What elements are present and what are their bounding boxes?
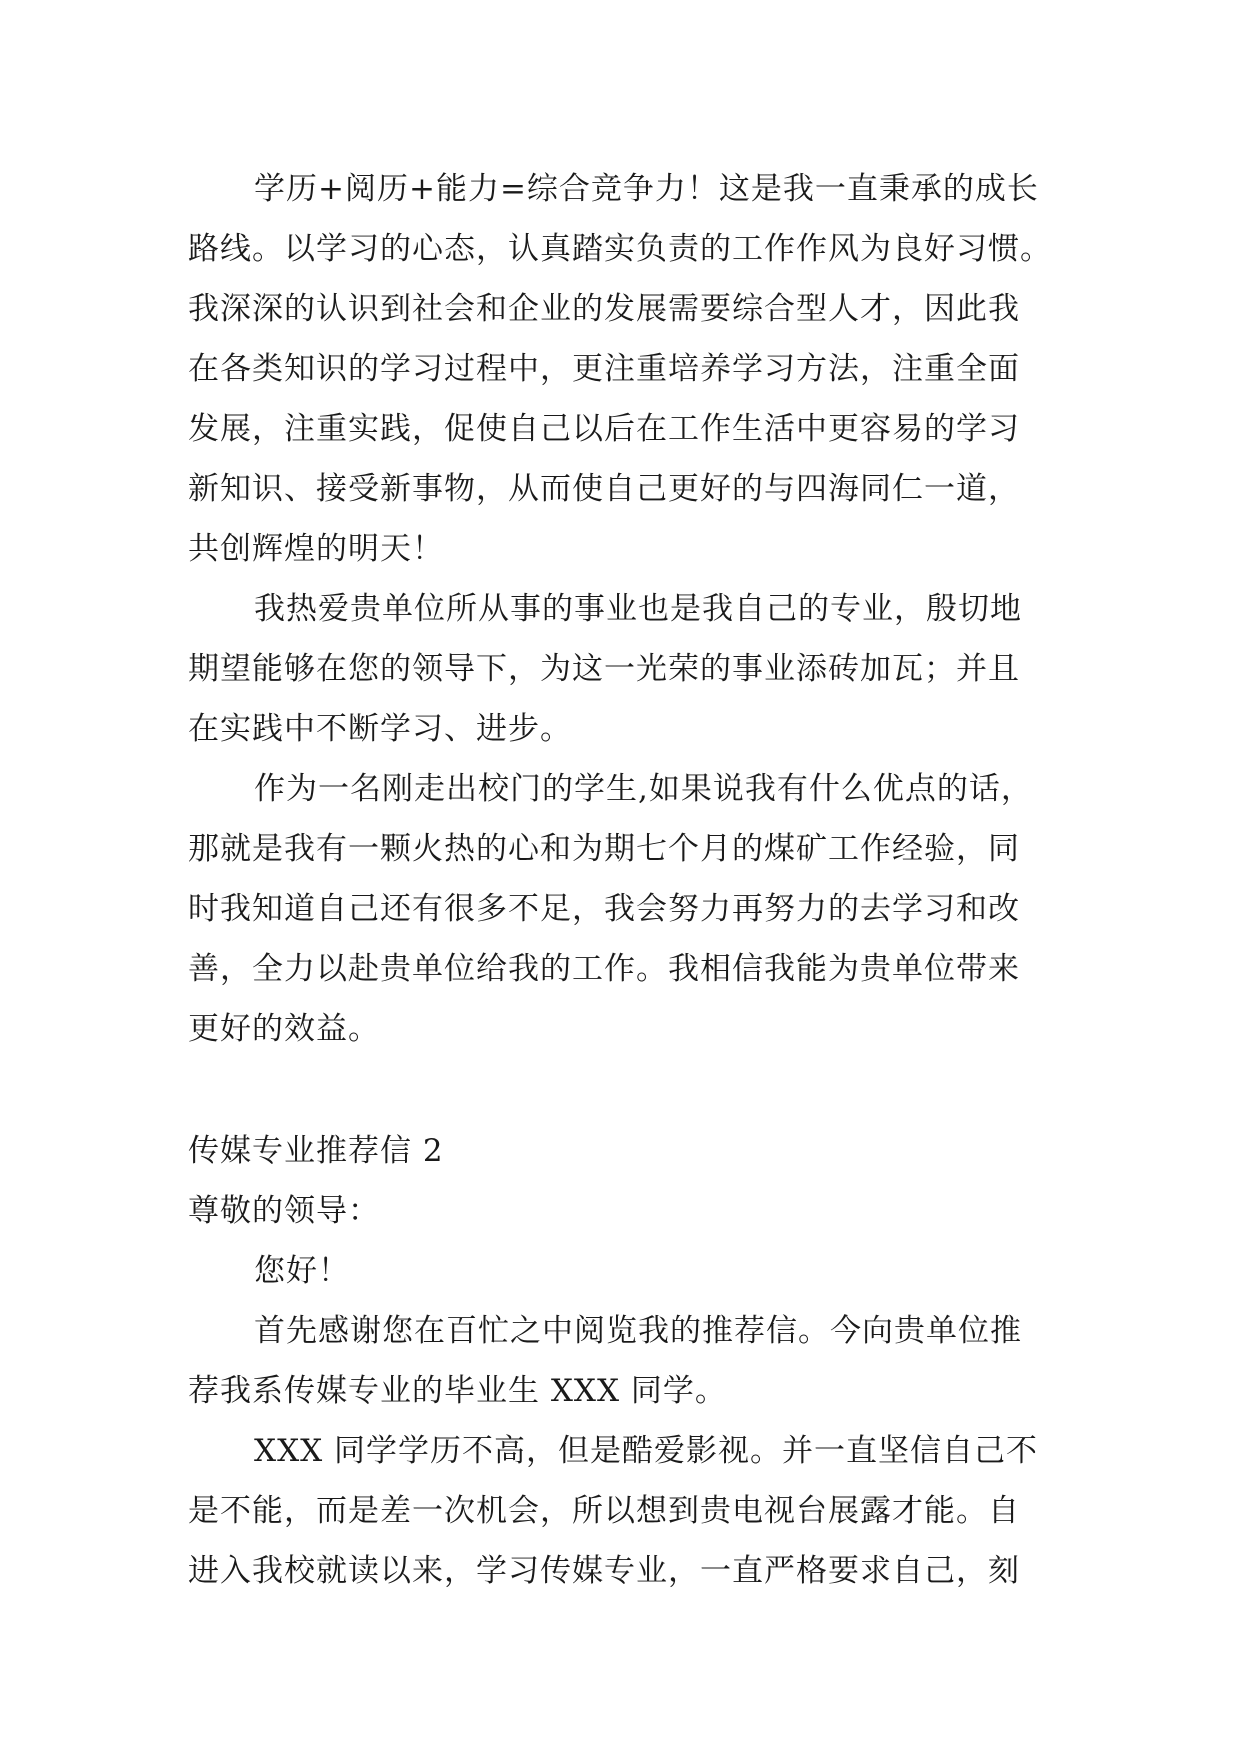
- document-body: [188, 159, 1052, 1601]
- text-line: 作为一名刚走出校门的学生,如果说我有什么优点的话，: [254, 771, 1033, 807]
- text-line: 那就是我有一颗火热的心和为期七个月的煤矿工作经验，同: [188, 831, 1020, 867]
- text-line: 新知识、接受新事物，从而使自己更好的与四海同仁一道，: [188, 471, 1020, 507]
- text-line: 发展，注重实践，促使自己以后在工作生活中更容易的学习: [188, 411, 1020, 447]
- text-line: 是不能，而是差一次机会，所以想到贵电视台展露才能。自: [188, 1493, 1020, 1529]
- section-spacer: [188, 1059, 1048, 1121]
- section-title: 传媒专业推荐信 2: [188, 1133, 444, 1169]
- text-line: 期望能够在您的领导下，为这一光荣的事业添砖加瓦；并且: [188, 651, 1020, 687]
- paragraph-career-passion: [188, 579, 1048, 759]
- paragraph-student-profile: [188, 1421, 1048, 1601]
- paragraph-introduction: [188, 1301, 1048, 1421]
- text-line: 我深深的认识到社会和企业的发展需要综合型人才，因此我: [188, 291, 1020, 327]
- text-line: 进入我校就读以来，学习传媒专业，一直严格要求自己，刻: [188, 1553, 1020, 1589]
- text-line: 路线。以学习的心态，认真踏实负责的工作作风为良好习惯。: [188, 231, 1052, 267]
- greeting: 您好！: [254, 1253, 350, 1289]
- text-line: 更好的效益。: [188, 1011, 380, 1047]
- text-line: XXX 同学学历不高，但是酷爱影视。并一直坚信自己不: [254, 1433, 1039, 1469]
- text-line: 在实践中不断学习、进步。: [188, 711, 572, 747]
- text-line: 时我知道自己还有很多不足，我会努力再努力的去学习和改: [188, 891, 1020, 927]
- text-line: 善，全力以赴贵单位给我的工作。我相信我能为贵单位带来: [188, 951, 1020, 987]
- text-line: 我热爱贵单位所从事的事业也是我自己的专业，殷切地: [254, 591, 1022, 627]
- paragraph-competitiveness: [188, 159, 1052, 579]
- text-line: 学历+阅历+能力=综合竞争力！这是我一直秉承的成长: [254, 171, 1039, 207]
- paragraph-strengths: [188, 759, 1048, 1059]
- salutation: 尊敬的领导：: [188, 1193, 380, 1229]
- text-line: 共创辉煌的明天！: [188, 531, 444, 567]
- text-line: 首先感谢您在百忙之中阅览我的推荐信。今向贵单位推: [254, 1313, 1022, 1349]
- text-line: 在各类知识的学习过程中，更注重培养学习方法，注重全面: [188, 351, 1020, 387]
- letter-section: [188, 1121, 1048, 1601]
- text-line: 荐我系传媒专业的毕业生 XXX 同学。: [188, 1373, 727, 1409]
